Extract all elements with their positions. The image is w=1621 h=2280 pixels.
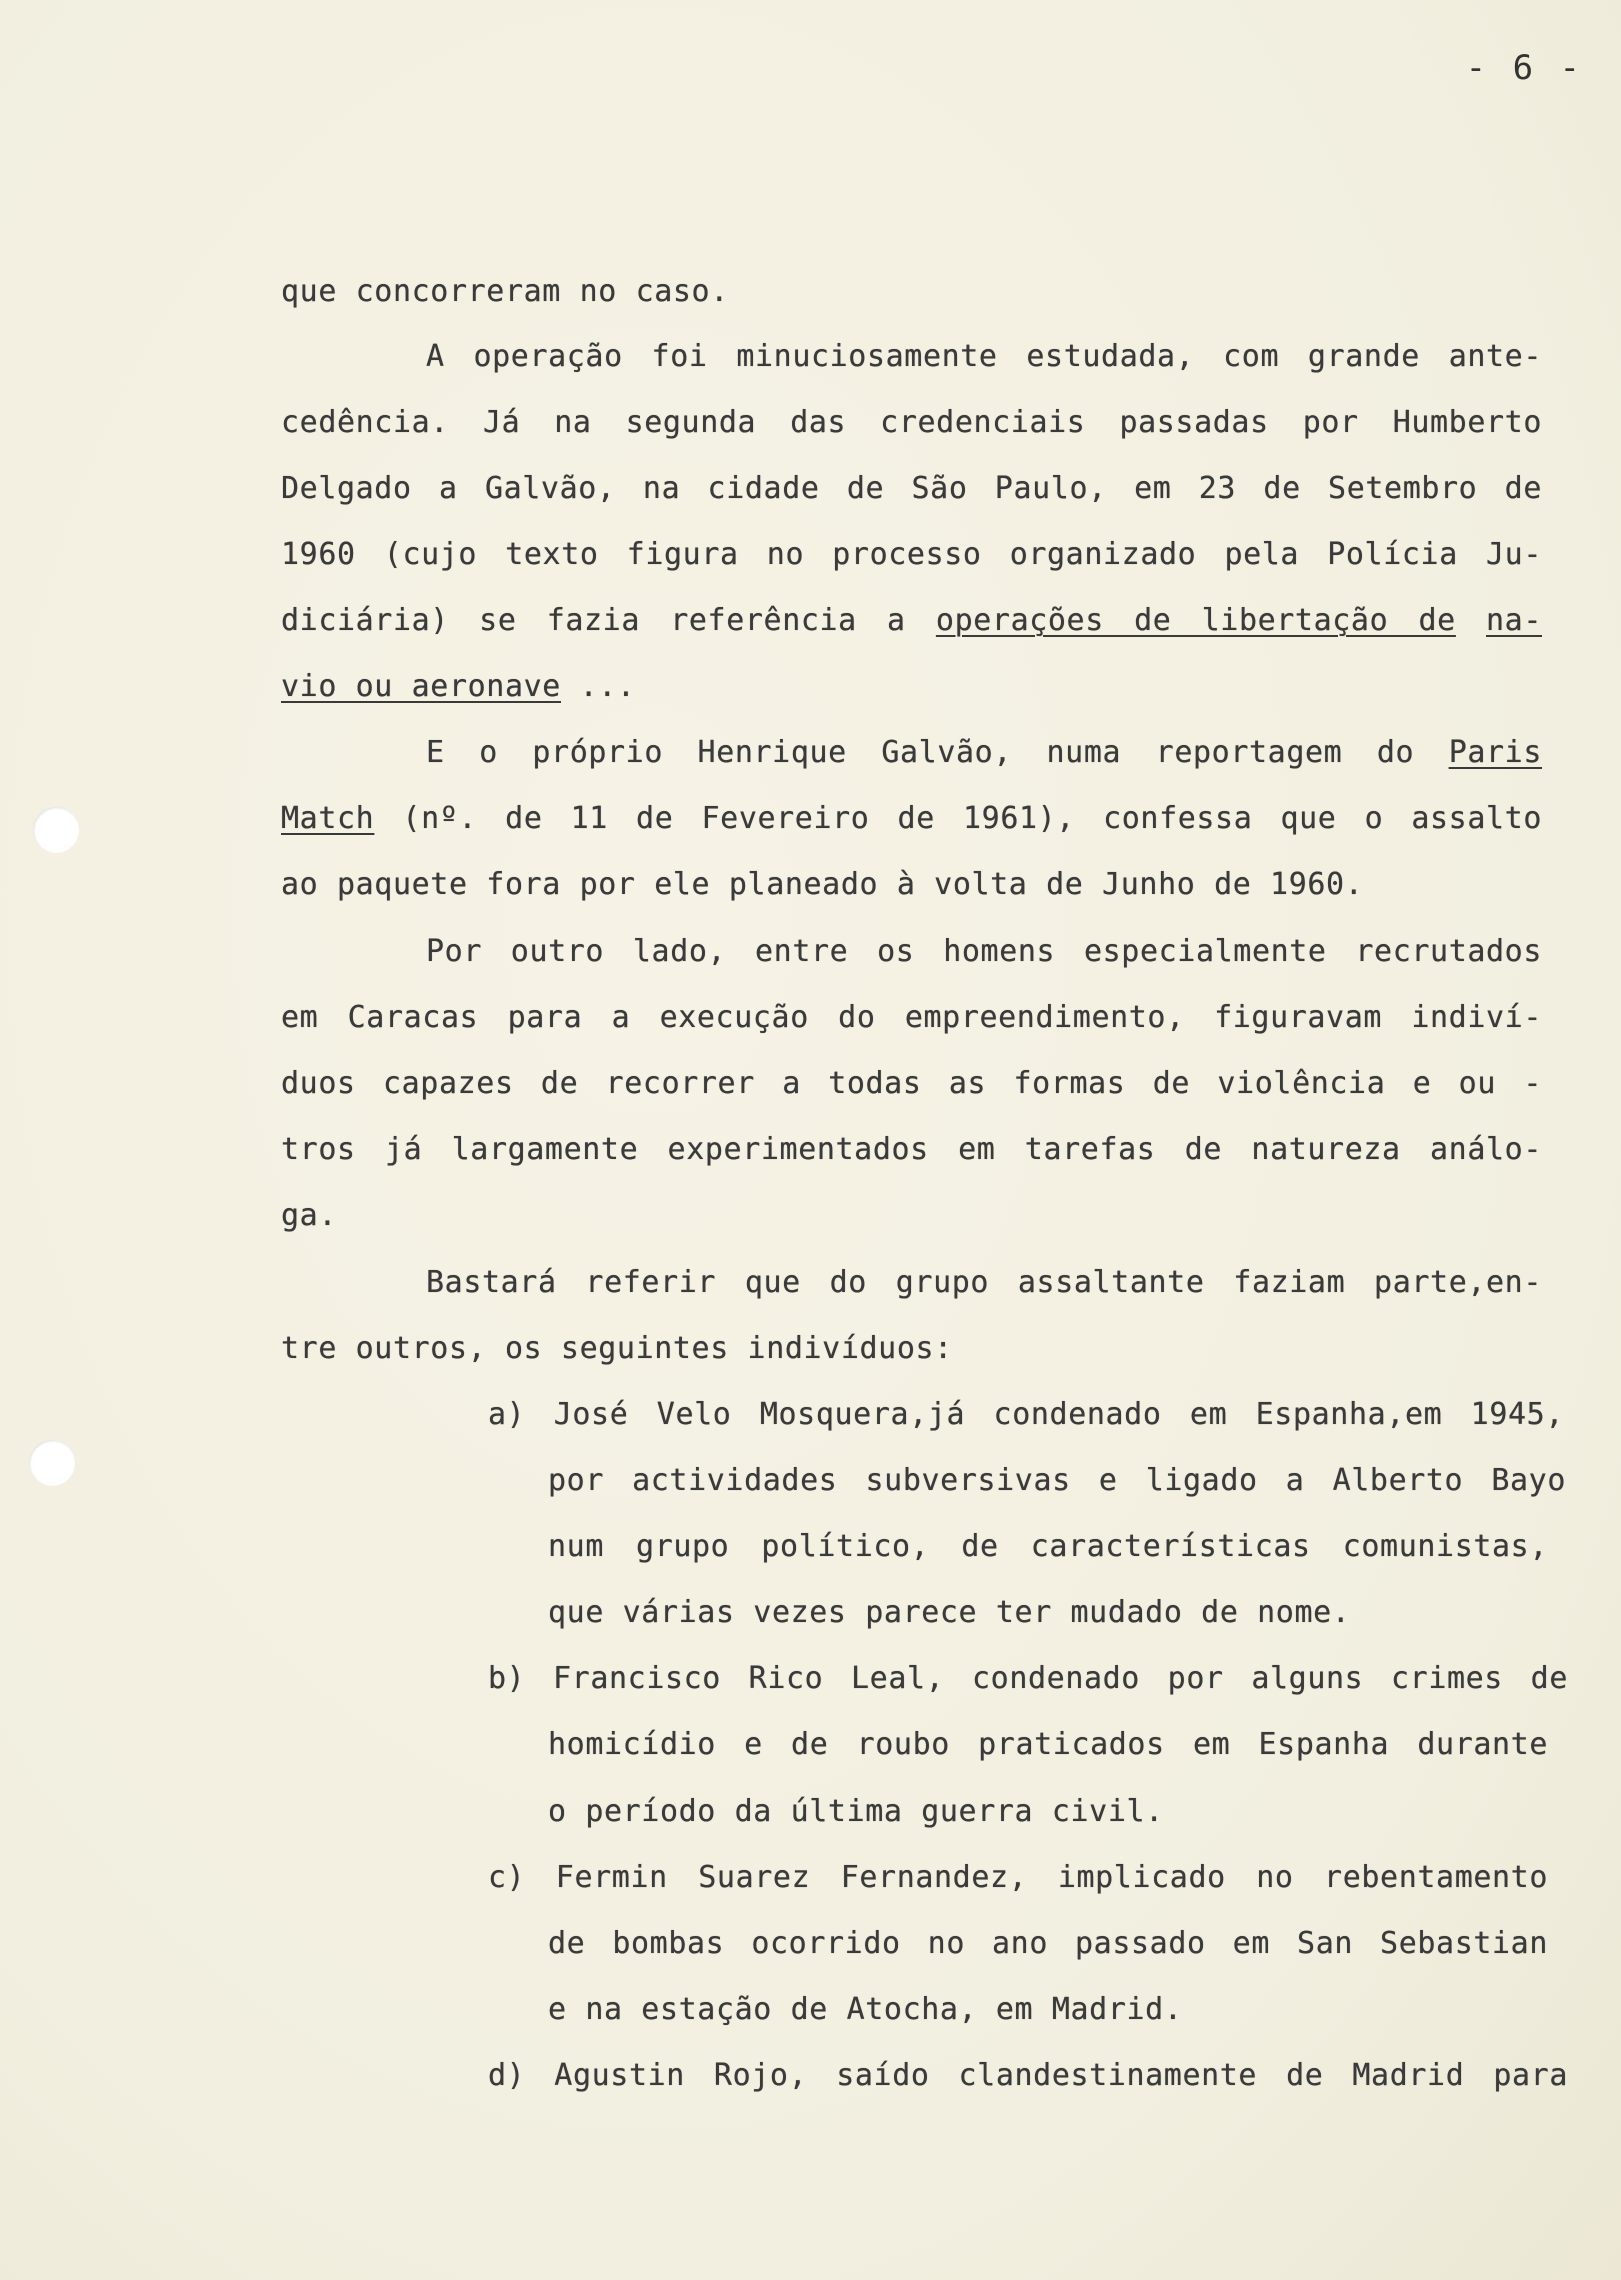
underlined-text: Paris	[1448, 735, 1542, 770]
text-segment: (nº. de 11 de Fevereiro de 1961), confessa que o assalto	[374, 801, 1542, 836]
text-line: duos capazes de recorrer a todas as formas de violência e ou -	[281, 1066, 1542, 1101]
text-line: de bombas ocorrido no ano passado em San Sebastian	[548, 1926, 1548, 1961]
text-line: homicídio e de roubo praticados em Espanha durante	[548, 1727, 1548, 1762]
text-line: tros já largamente experimentados em tarefas de natureza análo-	[281, 1132, 1542, 1167]
underlined-text: operações de libertação de	[935, 603, 1456, 638]
text-segment: ...	[560, 669, 636, 704]
text-line: Bastará referir que do grupo assaltante faziam parte,en-	[426, 1265, 1542, 1300]
text-segment: diciária) se fazia referência a	[281, 603, 936, 638]
text-line: em Caracas para a execução do empreendimento, figuravam indiví-	[281, 1000, 1542, 1035]
punch-hole-top	[33, 807, 79, 853]
text-line	[281, 669, 636, 704]
text-line	[281, 801, 1542, 836]
text-line: a) José Velo Mosquera,já condenado em Espanha,em 1945,	[488, 1397, 1564, 1432]
text-line: cedência. Já na segunda das credenciais passadas por Humberto	[281, 405, 1542, 440]
text-line	[426, 735, 1542, 770]
text-line: num grupo político, de características comunistas,	[548, 1529, 1548, 1564]
page-number: - 6 -	[1465, 48, 1583, 88]
underlined-text: Match	[281, 801, 375, 836]
text-line: que várias vezes parece ter mudado de nome.	[548, 1595, 1351, 1630]
text-line: c) Fermin Suarez Fernandez, implicado no rebentamento	[488, 1860, 1548, 1895]
text-line: A operação foi minuciosamente estudada, com grande ante-	[426, 339, 1542, 374]
text-line: ga.	[281, 1198, 337, 1233]
text-line: que concorreram no caso.	[281, 274, 729, 309]
text-line: d) Agustin Rojo, saído clandestinamente de Madrid para	[488, 2058, 1568, 2093]
underlined-text: vio ou aeronave	[281, 669, 561, 704]
text-segment	[1456, 603, 1486, 638]
text-line: tre outros, os seguintes indivíduos:	[281, 1331, 953, 1366]
text-line	[281, 603, 1542, 638]
text-segment: E o próprio Henrique Galvão, numa reportagem do	[426, 735, 1449, 770]
text-line: e na estação de Atocha, em Madrid.	[548, 1992, 1183, 2027]
text-line: b) Francisco Rico Leal, condenado por alguns crimes de	[488, 1661, 1568, 1696]
underlined-text: na-	[1486, 603, 1542, 638]
text-line: ao paquete fora por ele planeado à volta de Junho de 1960.	[281, 867, 1364, 902]
text-line: o período da última guerra civil.	[548, 1794, 1164, 1829]
text-line: 1960 (cujo texto figura no processo organizado pela Polícia Ju-	[281, 537, 1542, 572]
text-line: Delgado a Galvão, na cidade de São Paulo, em 23 de Setembro de	[281, 471, 1542, 506]
punch-hole-bottom	[29, 1440, 75, 1486]
text-line: por actividades subversivas e ligado a Alberto Bayo	[548, 1463, 1566, 1498]
text-line: Por outro lado, entre os homens especialmente recrutados	[426, 934, 1542, 969]
